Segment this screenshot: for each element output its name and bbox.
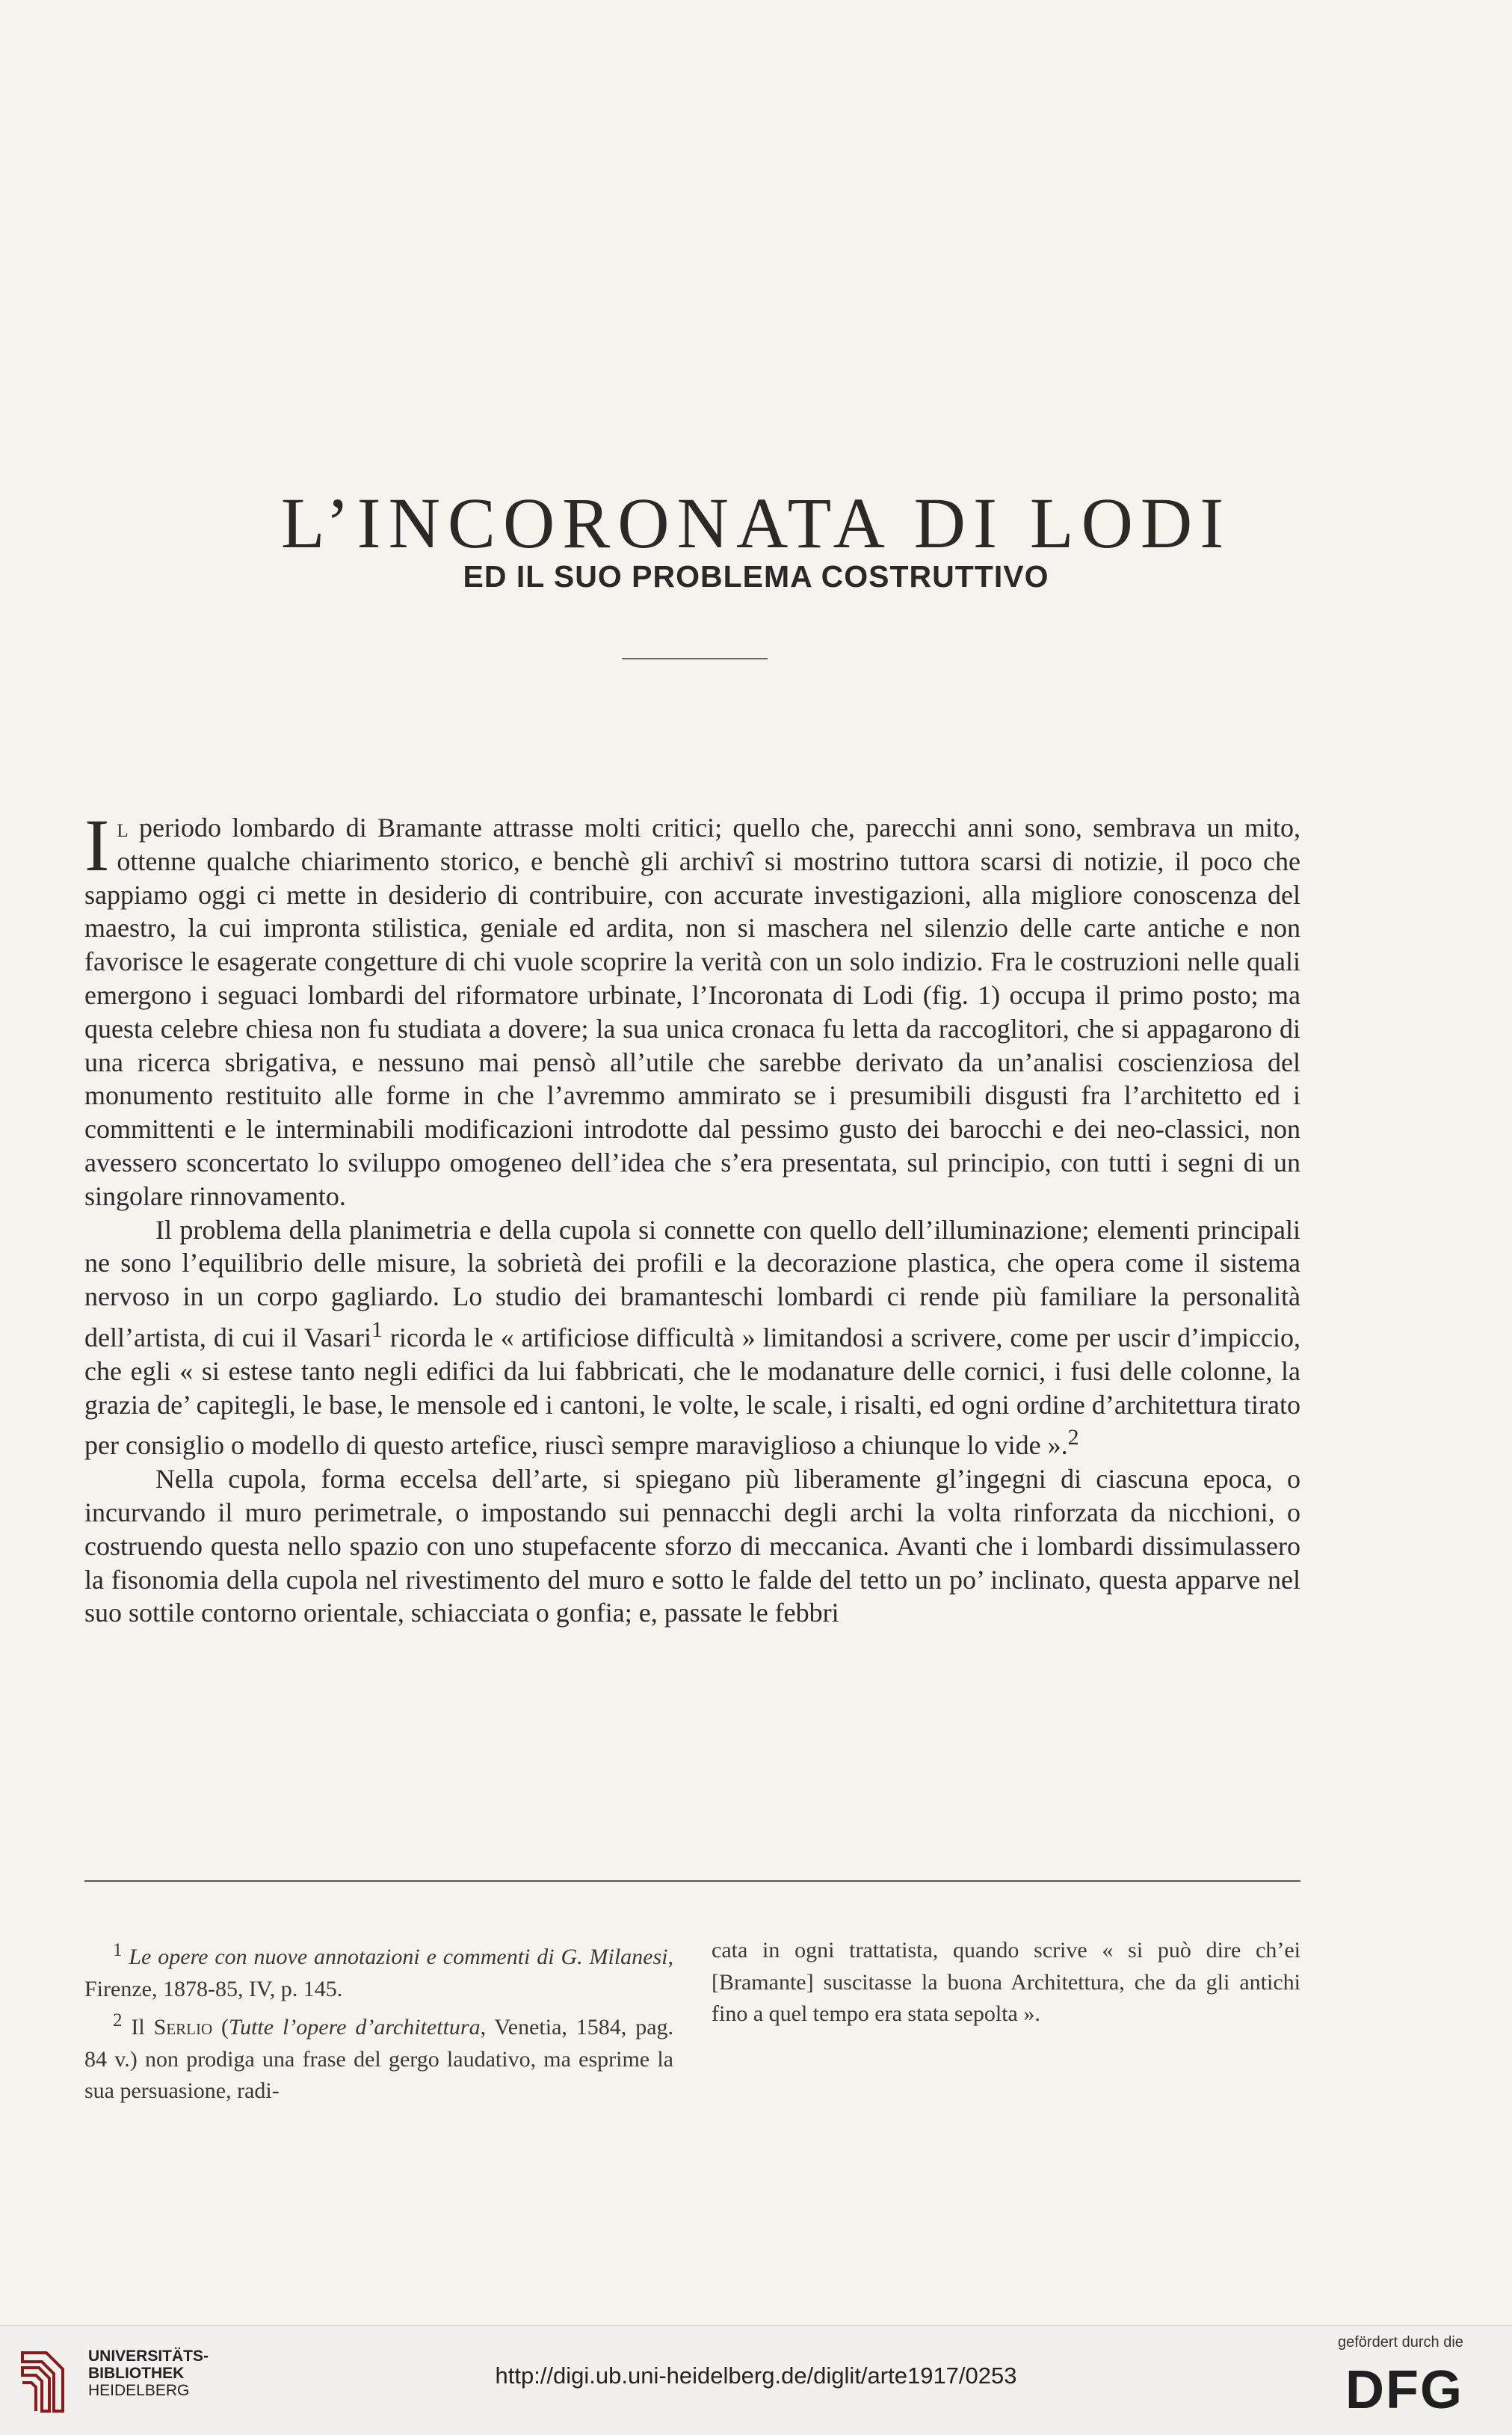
library-line-2: BIBLIOTHEK	[88, 2365, 185, 2382]
footnote-1-number: 1	[113, 1940, 123, 1960]
paragraph-3-text: Nella cupola, forma eccelsa dell’arte, si spiegano più liberamente gl’ingegni di ciascuna epoca, o incurvando il muro perimetrale, o impostando sui pennacchi degli archi la volta rinforzata da nicchioni, o costruendo questa nello spazio con uno stupefacente sforzo di meccanica. Avanti che i lombardi dissimulassero la fisonomia della cupola nel rivestimento del muro e sotto le falde del tetto un po’ inclinato, questa apparve nel suo sottile contorno orientale, schiacciata o gonfia; e, passate le febbri	[84, 1464, 1300, 1628]
footnote-divider	[84, 1880, 1300, 1882]
permalink-url[interactable]: http://digi.ub.uni-heidelberg.de/diglit/arte1917/0253	[495, 2362, 1017, 2389]
footnote-2-text: , Venetia, 1584, pag. 84 v.) non prodiga una frase del gergo laudativo, ma esprime la sua persuasione, radi-	[84, 2015, 674, 2103]
paragraph-1-initial: l	[117, 813, 129, 843]
paragraph-1	[84, 804, 1300, 1213]
paragraph-2-text-b: ricorda le « artificiose difficultà » limitandosi a scrivere, come per uscir d’impiccio, che egli « si estese tanto negli edifici da lui fabbricati, che le modanature delle cornici, i fusi delle colonne, la grazia de’ capitegli, le base, le mensole ed i cantoni, le volte, le scale, i risalti, ed ogni ordine d’architettura tirato per consiglio o modello di questo artefice, riuscì sempre maraviglioso a chiunque lo vide ».	[84, 1322, 1300, 1461]
footnote-2-author-initial: Il S	[131, 2015, 167, 2040]
footnote-2-title: Tutte l’opere d’architettura	[229, 2015, 481, 2040]
footnote-ref-2: 2	[1067, 1425, 1079, 1450]
sponsor-caption: gefördert durch die	[1338, 2334, 1463, 2351]
footnote-2-author-rest: erlio	[166, 2015, 213, 2040]
footnote-1-text: , Firenze, 1878-85, IV, p. 145.	[84, 1945, 673, 2001]
paragraph-2-text-a: Il problema della planimetria e della cupola si connette con quello dell’illuminazione; elementi principali ne sono l’equilibrio delle misure, la sobrietà dei profili e la decorazione plastica, che opera come il sistema nervoso in un corpo gagliardo. Lo studio dei bramanteschi lombardi ci rende più familiare la personalità dell’artista, di cui il Vasari	[84, 1214, 1300, 1352]
library-line-3: HEIDELBERG	[88, 2382, 190, 2399]
footnote-1	[84, 1935, 673, 2005]
footnotes-left-column	[84, 1935, 673, 2108]
article-subtitle: ED IL SUO PROBLEMA COSTRUTTIVO	[463, 559, 1049, 594]
drop-cap: I	[84, 804, 110, 887]
footnote-1-title: Le opere con nuove annotazioni e commenti di G. Milanesi	[129, 1945, 668, 1969]
footnote-ref-1: 1	[371, 1317, 383, 1342]
footnote-2-continued: cata in ogni trattatista, quando scrive « si può dire ch’ei [Bramante] suscitasse la buona Architettura, che da gli antichi fino a quel tempo era stata sepolta ».	[712, 1938, 1300, 2026]
article-title: L’INCORONATA DI LODI	[280, 483, 1232, 564]
dfg-logo: DFG	[1345, 2360, 1463, 2420]
footnote-2-paren: (	[212, 2015, 229, 2040]
footnote-2-number: 2	[113, 2010, 123, 2031]
article-body	[84, 804, 1300, 1630]
paragraph-2	[84, 1213, 1300, 1463]
paragraph-3	[84, 1462, 1300, 1630]
footnote-2	[84, 2005, 673, 2108]
paragraph-1-text: periodo lombardo di Bramante attrasse molti critici; quello che, parecchi anni sono, sembrava un mito, ottenne qualche chiarimento storico, e benchè gli archivî si mostrino tuttora scarsi di notizie, il poco che sappiamo oggi ci mette in desiderio di contribuire, con accurate investigazioni, alla migliore conoscenza del maestro, la cui impronta stilistica, geniale ed ardita, non si maschera nel silenzio delle carte antiche e non favorisce le esagerate congetture di chi vuole scoprire la verità con un solo indizio. Fra le costruzioni nelle quali emergono i seguaci lombardi del riformatore urbinate, l’Incoronata di Lodi (fig. 1) occupa il primo posto; ma questa celebre chiesa non fu studiata a dovere; la sua unica cronaca fu letta da raccoglitori, che si appagarono di una ricerca sbrigativa, e nessuno mai pensò all’utile che sarebbe derivato da un’analisi coscienziosa del monumento restituito alle forme in che l’avremmo ammirato se i presumibili disgusti fra l’architetto ed i committenti e le interminabili modificazioni introdotte dal pessimo gusto dei barocchi e dei neo-classici, non avessero sconcertato lo sviluppo omogeneo dell’idea che s’era presentata, sul principio, con tutti i segni di un singolare rinnovamento.	[84, 813, 1300, 1211]
library-line-1: UNIVERSITÄTS-	[88, 2348, 209, 2365]
footnotes-right-column	[712, 1935, 1300, 2031]
title-divider	[622, 658, 768, 659]
